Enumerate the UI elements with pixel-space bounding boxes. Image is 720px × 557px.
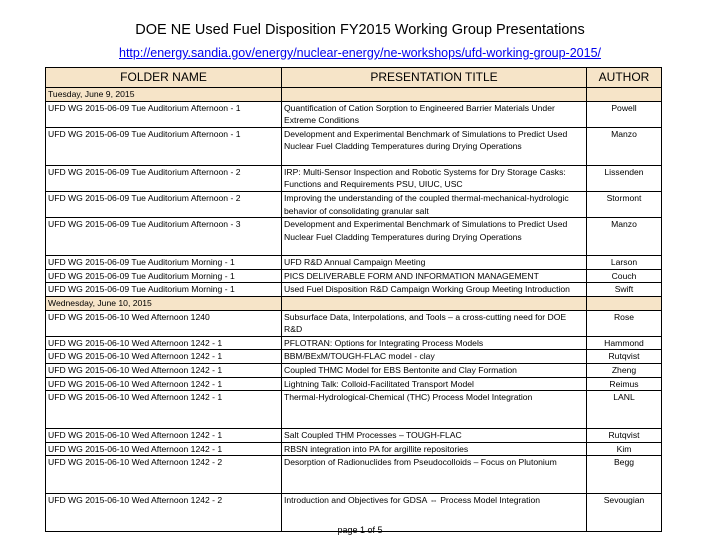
presentation-title-cell: Development and Experimental Benchmark of Simulations to Predict Used Nuclear Fuel Cladding Temperatures during Drying Operations: [282, 127, 587, 165]
folder-name-cell: UFD WG 2015-06-09 Tue Auditorium Afternoon - 1: [46, 127, 282, 165]
folder-name-cell: UFD WG 2015-06-10 Wed Afternoon 1242 - 1: [46, 350, 282, 364]
date-label: Wednesday, June 10, 2015: [46, 296, 282, 310]
folder-name-cell: UFD WG 2015-06-09 Tue Auditorium Morning - 1: [46, 256, 282, 270]
presentation-title-cell: PICS DELIVERABLE FORM AND INFORMATION MANAGEMENT: [282, 269, 587, 283]
table-row: [46, 336, 662, 350]
empty-cell: [587, 88, 662, 102]
folder-name-cell: UFD WG 2015-06-10 Wed Afternoon 1242 - 2: [46, 456, 282, 494]
author-cell: Hammond: [587, 336, 662, 350]
presentation-title-cell: Salt Coupled THM Processes – TOUGH-FLAC: [282, 429, 587, 443]
author-cell: Zheng: [587, 363, 662, 377]
date-group-row: [46, 296, 662, 310]
presentations-table: [45, 67, 662, 532]
author-header: AUTHOR: [587, 68, 662, 88]
presentation-title-cell: Lightning Talk: Colloid-Facilitated Transport Model: [282, 377, 587, 391]
table-row: [46, 391, 662, 429]
table-row: [46, 442, 662, 456]
presentation-title-cell: Development and Experimental Benchmark of Simulations to Predict Used Nuclear Fuel Cladding Temperatures during Drying Operations: [282, 218, 587, 256]
author-cell: Sevougian: [587, 494, 662, 532]
table-row: [46, 310, 662, 336]
presentation-title-cell: RBSN integration into PA for argillite repositories: [282, 442, 587, 456]
page-number: page 1 of 5: [337, 525, 383, 535]
author-cell: Couch: [587, 269, 662, 283]
author-cell: Rutqvist: [587, 350, 662, 364]
folder-name-cell: UFD WG 2015-06-10 Wed Afternoon 1242 - 1: [46, 336, 282, 350]
table-row: [46, 283, 662, 297]
folder-name-cell: UFD WG 2015-06-10 Wed Afternoon 1242 - 1: [46, 363, 282, 377]
date-group-row: [46, 88, 662, 102]
table-row: [46, 165, 662, 191]
folder-name-cell: UFD WG 2015-06-10 Wed Afternoon 1242 - 1: [46, 377, 282, 391]
presentation-title-header: PRESENTATION TITLE: [282, 68, 587, 88]
folder-name-cell: UFD WG 2015-06-10 Wed Afternoon 1242 - 2: [46, 494, 282, 532]
table-row: [46, 127, 662, 165]
folder-name-cell: UFD WG 2015-06-10 Wed Afternoon 1242 - 1: [46, 391, 282, 429]
author-cell: LANL: [587, 391, 662, 429]
folder-name-cell: UFD WG 2015-06-09 Tue Auditorium Morning - 1: [46, 283, 282, 297]
table-header-row: [46, 68, 662, 88]
author-cell: Swift: [587, 283, 662, 297]
author-cell: Begg: [587, 456, 662, 494]
table-row: [46, 363, 662, 377]
presentation-title-cell: Thermal-Hydrological-Chemical (THC) Process Model Integration: [282, 391, 587, 429]
author-cell: Manzo: [587, 218, 662, 256]
page-title: DOE NE Used Fuel Disposition FY2015 Working Group Presentations: [135, 22, 585, 38]
presentation-title-cell: UFD R&D Annual Campaign Meeting: [282, 256, 587, 270]
presentation-title-cell: BBM/BExM/TOUGH-FLAC model - clay: [282, 350, 587, 364]
table-row: [46, 429, 662, 443]
author-cell: Kim: [587, 442, 662, 456]
presentation-title-cell: Improving the understanding of the coupled thermal-mechanical-hydrologic behavior of consolidating granular salt: [282, 191, 587, 217]
author-cell: Manzo: [587, 127, 662, 165]
table-body: [46, 88, 662, 532]
table-row: [46, 256, 662, 270]
table-row: [46, 191, 662, 217]
empty-cell: [282, 296, 587, 310]
empty-cell: [587, 296, 662, 310]
presentation-title-cell: Subsurface Data, Interpolations, and Tools – a cross-cutting need for DOE R&D: [282, 310, 587, 336]
author-cell: Rutqvist: [587, 429, 662, 443]
folder-name-header: FOLDER NAME: [46, 68, 282, 88]
folder-name-cell: UFD WG 2015-06-09 Tue Auditorium Afternoon - 3: [46, 218, 282, 256]
author-cell: Lissenden: [587, 165, 662, 191]
presentation-title-cell: Introduction and Objectives for GDSA ⇔ Process Model Integration: [282, 494, 587, 532]
table-row: [46, 350, 662, 364]
folder-name-cell: UFD WG 2015-06-09 Tue Auditorium Morning - 1: [46, 269, 282, 283]
presentation-title-cell: Used Fuel Disposition R&D Campaign Working Group Meeting Introduction: [282, 283, 587, 297]
author-cell: Powell: [587, 101, 662, 127]
date-label: Tuesday, June 9, 2015: [46, 88, 282, 102]
folder-name-cell: UFD WG 2015-06-10 Wed Afternoon 1240: [46, 310, 282, 336]
presentation-title-cell: Coupled THMC Model for EBS Bentonite and Clay Formation: [282, 363, 587, 377]
table-row: [46, 269, 662, 283]
table-row: [46, 101, 662, 127]
folder-name-cell: UFD WG 2015-06-10 Wed Afternoon 1242 - 1: [46, 429, 282, 443]
presentation-title-cell: Quantification of Cation Sorption to Engineered Barrier Materials Under Extreme Conditions: [282, 101, 587, 127]
author-cell: Larson: [587, 256, 662, 270]
presentation-title-cell: IRP: Multi-Sensor Inspection and Robotic Systems for Dry Storage Casks: Functions and Requirements PSU, UIUC, USC: [282, 165, 587, 191]
table-row: [46, 218, 662, 256]
author-cell: Stormont: [587, 191, 662, 217]
empty-cell: [282, 88, 587, 102]
presentation-title-cell: PFLOTRAN: Options for Integrating Process Models: [282, 336, 587, 350]
author-cell: Reimus: [587, 377, 662, 391]
folder-name-cell: UFD WG 2015-06-09 Tue Auditorium Afternoon - 2: [46, 165, 282, 191]
presentation-title-cell: Desorption of Radionuclides from Pseudocolloids – Focus on Plutonium: [282, 456, 587, 494]
working-group-link[interactable]: http://energy.sandia.gov/energy/nuclear-energy/ne-workshops/ufd-working-group-2015/: [119, 46, 601, 60]
table-row: [46, 456, 662, 494]
table-row: [46, 377, 662, 391]
folder-name-cell: UFD WG 2015-06-09 Tue Auditorium Afternoon - 2: [46, 191, 282, 217]
folder-name-cell: UFD WG 2015-06-09 Tue Auditorium Afternoon - 1: [46, 101, 282, 127]
author-cell: Rose: [587, 310, 662, 336]
folder-name-cell: UFD WG 2015-06-10 Wed Afternoon 1242 - 1: [46, 442, 282, 456]
